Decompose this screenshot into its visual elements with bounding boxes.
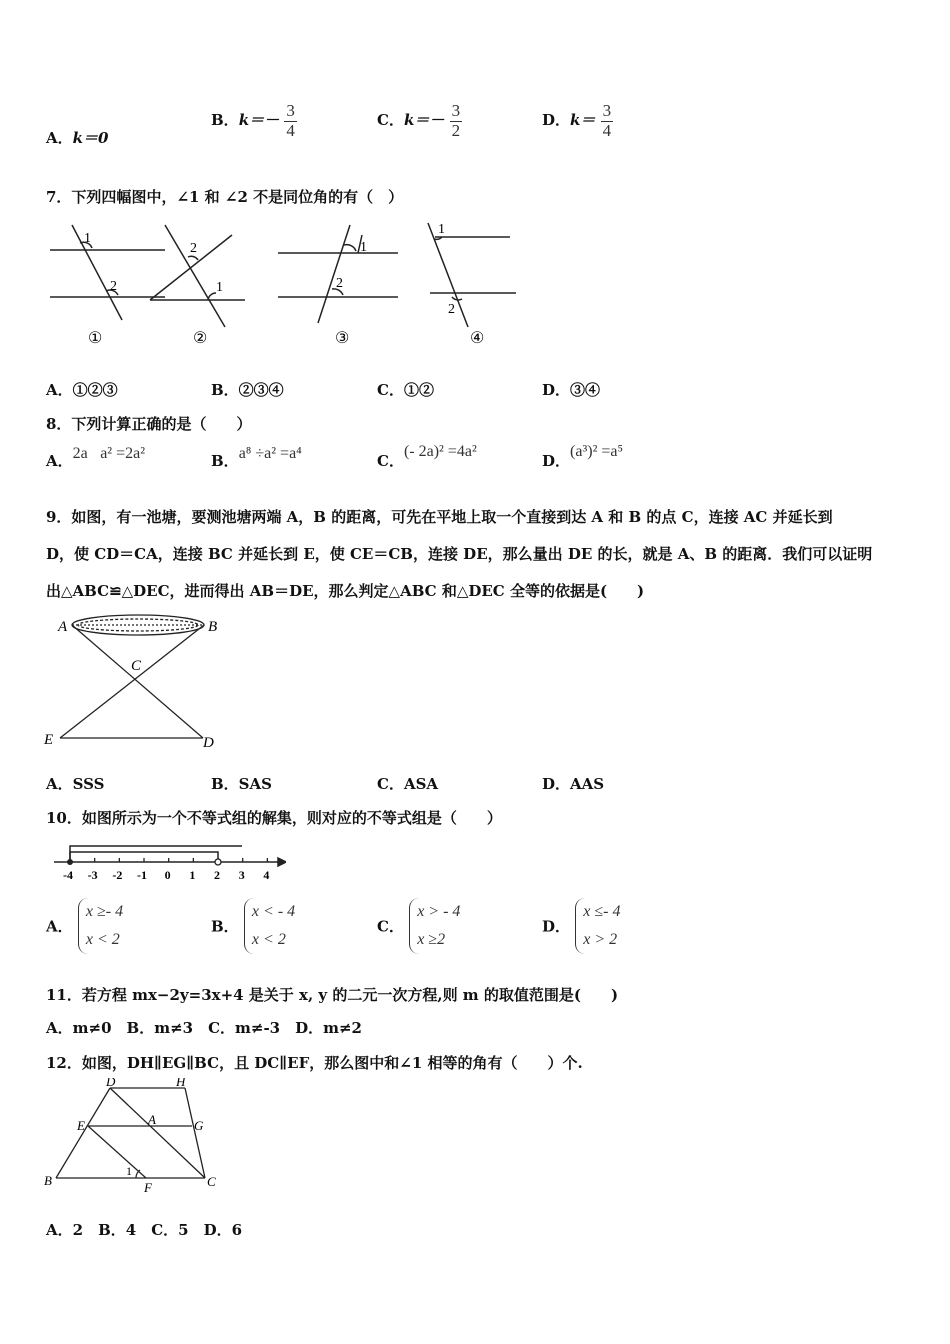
q9-stem-line1: 9．如图，有一池塘，要测池塘两端 A，B 的距离，可先在平地上取一个直接到达 A 和 B 的点 C，连接 AC 并延长到 [46, 508, 833, 526]
q12-point-c: C [207, 1174, 216, 1189]
q7-fig2-label: ② [193, 330, 208, 347]
fraction: $\frac{3}{4}$ [602, 101, 612, 140]
inequality-system: x < - 4 x < 2 [244, 898, 295, 954]
q9-option-a: A．SSS [46, 775, 105, 793]
q6-option-a: A．k＝0 [46, 129, 109, 147]
q10-number-line [46, 838, 286, 886]
q7-figure-2 [150, 225, 245, 327]
q7-figures [40, 215, 530, 350]
q8-option-b: B．a⁸ ÷a² =a⁴ [211, 445, 302, 470]
q6-option-c: C．k＝－ $\frac{3}{2}$ [377, 101, 461, 140]
q12-point-g: G [194, 1118, 204, 1133]
q8-option-a: A．2a⃞a² =2a² [46, 445, 146, 470]
q9-option-b: B．SAS [211, 775, 272, 793]
q10-option-b: B． x < - 4 x < 2 [211, 898, 295, 954]
fraction: $\frac{3}{4}$ [286, 101, 295, 140]
q7-option-a: A．①②③ [46, 381, 118, 399]
q9-point-b: B [208, 619, 218, 635]
q9-stem-line3: 出△ABC≌△DEC，进而得出 AB＝DE，那么判定△ABC 和△DEC 全等的依据是( ) [46, 582, 645, 600]
tick-label: 1 [189, 868, 196, 882]
q10-option-a: A． x ≥- 4 x < 2 [46, 898, 123, 954]
q12-point-a: A [148, 1112, 156, 1127]
q7-fig2-angle2: 2 [190, 241, 197, 256]
q7-fig3-label: ③ [335, 330, 350, 347]
q9-point-a: A [58, 619, 68, 635]
q8-option-c: C．(- 2a)² =4a² [377, 443, 477, 470]
fraction: $\frac{3}{2}$ [451, 101, 461, 140]
q11-options: A．m≠0 B．m≠3 C．m≠-3 D．m≠2 [46, 1019, 362, 1037]
q9-option-d: D．AAS [542, 775, 605, 793]
q12-options: A．2 B．4 C．5 D．6 [46, 1221, 243, 1239]
tick-label: -3 [87, 868, 98, 882]
q12-figure [40, 1078, 230, 1198]
q7-fig3-angle1: 1 [360, 240, 367, 255]
q12-point-b: B [44, 1173, 52, 1188]
q12-angle-1: 1 [126, 1164, 132, 1178]
q7-figure-4 [428, 223, 516, 327]
q10-option-d: D． x ≤- 4 x > 2 [542, 898, 620, 954]
q6-option-b: B．k＝－ $\frac{3}{4}$ [211, 101, 295, 140]
q8-option-d: D．(a³)² =a⁵ [542, 443, 624, 470]
q9-point-d: D [203, 735, 214, 751]
q11-stem: 11．若方程 mx−2y=3x+4 是关于 x, y 的二元一次方程,则 m 的取值范围是( ) [46, 986, 619, 1004]
inequality-system: x ≥- 4 x < 2 [78, 898, 123, 954]
tick-label: 0 [164, 868, 171, 882]
q7-fig2-angle1: 1 [216, 280, 223, 295]
q9-stem-line2: D，使 CD＝CA，连接 BC 并延长到 E，使 CE＝CB，连接 DE，那么量出 DE 的长，就是 A、B 的距离．我们可以证明 [46, 545, 873, 563]
q9-point-c: C [131, 658, 142, 674]
q12-stem: 12．如图，DH∥EG∥BC，且 DC∥EF，那么图中和∠1 相等的角有（ ）个. [46, 1054, 583, 1072]
q7-figure-1 [50, 225, 165, 320]
q7-fig1-angle2: 2 [110, 279, 117, 294]
tick-label: -2 [112, 868, 123, 882]
q12-point-d: D [106, 1078, 116, 1089]
q12-point-e: E [77, 1118, 85, 1133]
q10-option-c: C． x > - 4 x ≥2 [377, 898, 460, 954]
q9-figure [40, 608, 230, 753]
tick-label: -1 [137, 868, 148, 882]
inequality-system: x > - 4 x ≥2 [409, 898, 460, 954]
q12-point-h: H [176, 1078, 186, 1089]
q7-option-c: C．①② [377, 381, 434, 399]
inequality-system: x ≤- 4 x > 2 [575, 898, 620, 954]
q9-option-c: C．ASA [377, 775, 439, 793]
q7-stem: 7．下列四幅图中，∠1 和 ∠2 不是同位角的有（ ） [46, 188, 404, 206]
tick-label: -4 [63, 868, 73, 882]
q9-point-e: E [44, 732, 54, 748]
q10-stem: 10．如图所示为一个不等式组的解集，则对应的不等式组是（ ） [46, 809, 502, 827]
q8-stem: 8．下列计算正确的是（ ） [46, 415, 252, 433]
tick-label: 3 [238, 868, 245, 882]
q7-fig4-label: ④ [470, 330, 485, 347]
q6-option-d: D．k＝ $\frac{3}{4}$ [542, 101, 612, 140]
q7-figure-3 [278, 225, 398, 323]
q7-option-d: D．③④ [542, 381, 601, 399]
q7-fig4-angle1: 1 [438, 222, 445, 237]
tick-label: 4 [263, 868, 270, 882]
q12-point-f: F [144, 1180, 152, 1195]
q7-fig3-angle2: 2 [336, 276, 343, 291]
q7-fig1-angle1: 1 [84, 231, 91, 246]
q7-fig1-label: ① [88, 330, 103, 347]
q7-fig4-angle2: 2 [448, 302, 455, 317]
q7-option-b: B．②③④ [211, 381, 284, 399]
tick-label: 2 [214, 868, 221, 882]
